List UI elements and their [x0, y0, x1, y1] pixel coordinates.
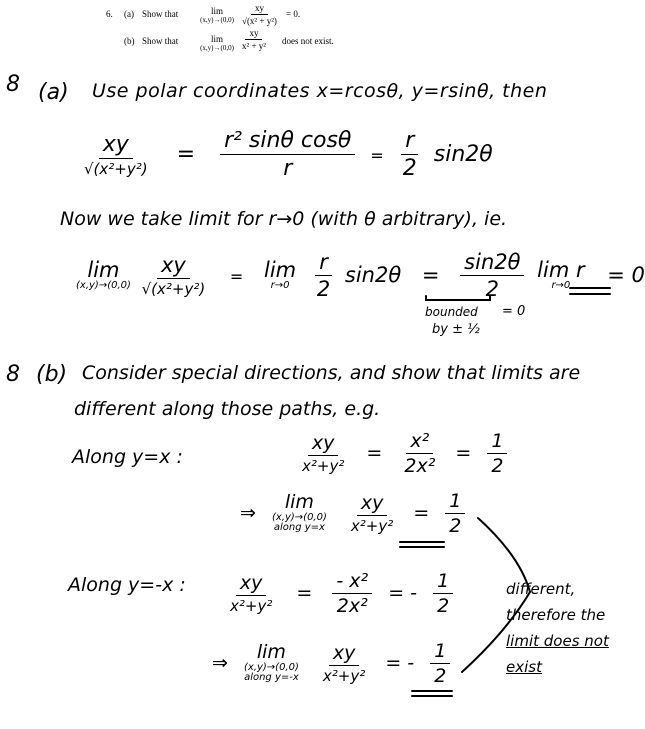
conclusion-line-4: exist	[506, 658, 542, 676]
part-a-den: √(x² + y²)	[242, 16, 277, 26]
f1-mid-den: 2x²	[404, 455, 436, 477]
l1-word: lim	[284, 491, 314, 514]
eq1-r-den: 2	[402, 156, 417, 181]
along-2: Along y=-x :	[68, 574, 186, 596]
f1-half-den: 2	[491, 455, 504, 477]
l1-half-den: 2	[449, 515, 462, 537]
now-line: Now we take limit for r→0 (with θ arbitrary), ie.	[60, 208, 508, 230]
arrow-1: ⇒	[240, 502, 256, 524]
lim-b-word: lim	[264, 258, 297, 283]
f2-half-num: 1	[433, 570, 453, 594]
l2-sub2: along y=-x	[244, 672, 299, 684]
l2-half-den: 2	[434, 665, 447, 687]
lim-a-word: lim	[87, 258, 120, 283]
problem-number: 6.	[106, 9, 113, 19]
f1-den: x²+y²	[302, 457, 345, 475]
eq1-equals-2: =	[370, 145, 384, 165]
l2-den: x²+y²	[322, 667, 366, 685]
arrow-2: ⇒	[212, 652, 228, 674]
frac-r-num: r	[315, 250, 332, 276]
part-a-sub: (x,y)→(0,0)	[200, 16, 234, 24]
lim-zero: = 0	[502, 304, 526, 319]
eq1-equals: =	[176, 141, 196, 167]
solution-b-line2: different along those paths, e.g.	[74, 398, 381, 420]
eq1-mid-den: r	[283, 156, 293, 181]
lim-a-num: xy	[157, 253, 190, 279]
along-1: Along y=x :	[72, 446, 183, 468]
part-b-num: xy	[245, 28, 262, 40]
eq1-den: √(x²+y²)	[84, 159, 148, 178]
l1-sub2: along y=x	[273, 522, 325, 534]
f2-half-den: 2	[437, 595, 450, 617]
f2-equals-2: = -	[388, 582, 418, 604]
part-a-num: xy	[251, 3, 268, 15]
solution-a-intro: Use polar coordinates x=rcosθ, y=rsinθ, then	[92, 80, 548, 102]
eq1-r-num: r	[401, 128, 418, 155]
conclusion-line-3: limit does not	[506, 632, 609, 650]
part-a-label: (a)	[124, 9, 134, 19]
eq1-mid-num: r² sinθ cosθ	[220, 128, 355, 155]
f2-equals: =	[296, 582, 313, 604]
eq1-tail: sin2θ	[433, 141, 493, 167]
l2-sub: (x,y)→(0,0)	[243, 661, 299, 673]
l2-word: lim	[256, 641, 286, 664]
f2-num: xy	[236, 572, 267, 596]
part-b-lim: lim	[210, 34, 223, 44]
lim-b-sub: r→0	[270, 280, 290, 292]
l1-equals: =	[413, 502, 430, 524]
solution-a-label: (a)	[38, 80, 69, 105]
f1-mid-num: x²	[406, 430, 433, 454]
lim3-word: lim r	[537, 258, 585, 283]
f2-den: x²+y²	[230, 597, 273, 615]
f2-mid-num: - x²	[332, 570, 372, 594]
bounded-label: bounded	[425, 305, 478, 319]
part-a-text: Show that	[142, 9, 179, 19]
part-b-tail: does not exist.	[282, 36, 334, 46]
part-b-text: Show that	[142, 36, 179, 46]
f2-mid-den: 2x²	[336, 595, 368, 617]
frac-r-den: 2	[316, 277, 331, 301]
part-a-tail: = 0.	[286, 9, 301, 19]
part-a-lim: lim	[210, 6, 223, 16]
lim-a-equals: =	[229, 266, 244, 286]
l2-equals: = -	[385, 652, 415, 674]
lim-equals-3: =	[421, 262, 440, 287]
solution-a-points: 8	[6, 72, 20, 97]
eq1-num: xy	[99, 132, 133, 159]
l1-half-num: 1	[445, 490, 465, 514]
f1-num: xy	[308, 432, 339, 456]
l1-num: xy	[357, 492, 388, 516]
l1-den: x²+y²	[350, 517, 394, 535]
final-zero: = 0	[607, 262, 645, 287]
bounded-brace	[426, 296, 490, 300]
bounded-by: by ± ½	[432, 322, 480, 337]
l1-sub: (x,y)→(0,0)	[271, 511, 327, 523]
lim-a-den: √(x²+y²)	[141, 280, 206, 298]
sin-term: sin2θ	[344, 262, 402, 287]
f1-equals: =	[366, 442, 383, 464]
solution-b-line1: Consider special directions, and show that limits are	[82, 362, 581, 384]
part-b-label: (b)	[124, 36, 135, 46]
solution-b-label: (b)	[36, 362, 68, 387]
part-b-den: x² + y²	[242, 41, 266, 51]
conclusion-line-2: therefore the	[506, 606, 606, 624]
lim-a-sub: (x,y)→(0,0)	[76, 280, 131, 292]
right-brace	[462, 518, 530, 672]
l2-num: xy	[329, 642, 360, 666]
sin-frac-den: 2	[485, 277, 499, 301]
part-b-sub: (x,y)→(0,0)	[200, 44, 234, 52]
f1-equals-2: =	[455, 442, 472, 464]
lim3-sub: r→0	[551, 280, 571, 292]
conclusion-line-1: different,	[506, 580, 576, 598]
f1-half-num: 1	[487, 430, 507, 454]
l2-half-num: 1	[430, 640, 450, 664]
solution-b-points: 8	[6, 362, 20, 387]
sin-frac-num: sin2θ	[460, 250, 524, 276]
